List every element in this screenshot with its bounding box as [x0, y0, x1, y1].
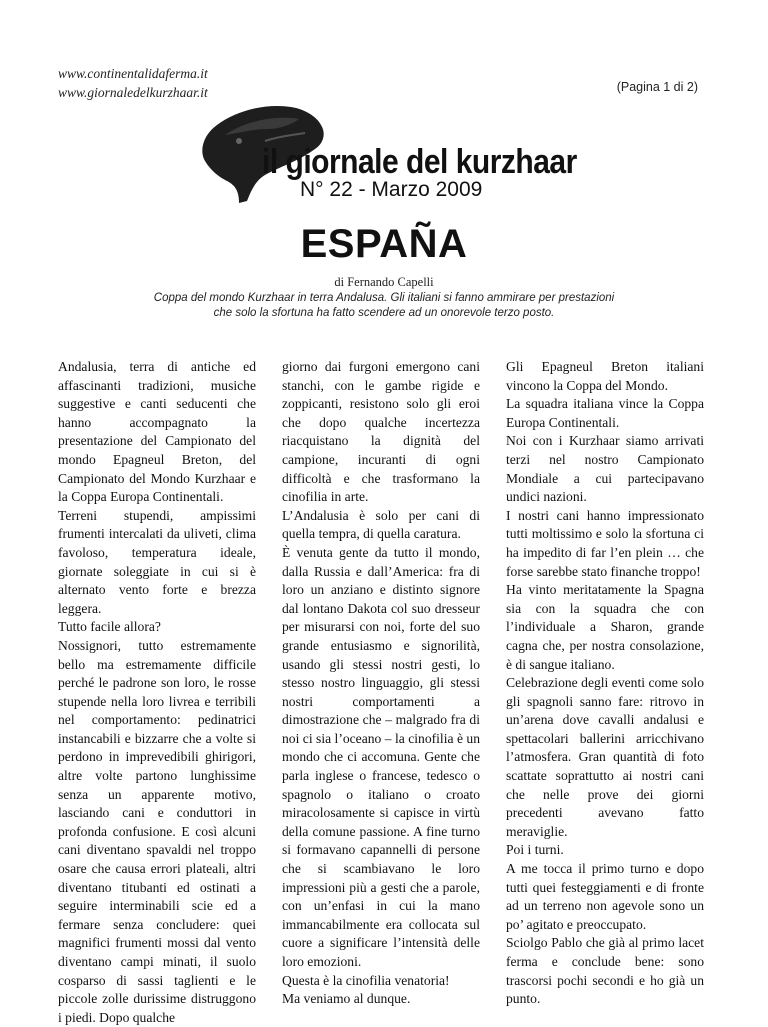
masthead-title: il giornale del kurzhaar [262, 143, 577, 181]
subtitle-line: Coppa del mondo Kurzhaar in terra Andalusa. Gli italiani si fanno ammirare per prestazioni [153, 292, 615, 304]
issue-number: N° 22 - Marzo 2009 [300, 178, 483, 201]
paragraph: Sciolgo Pablo che già al primo lacet ferma e conclude bene: sono trascorsi pochi secondi e ho già un punto. [506, 935, 704, 1007]
page-indicator: (Pagina 1 di 2) [616, 80, 698, 94]
paragraph: Tutto facile allora? [58, 619, 161, 635]
paragraph: Nossignori, tutto estremamente bello ma estremamente difficile perché le padrone son loro, le rosse stupende nella loro livrea e terribili nel comportamento: pedinatrici instancabili e bizzarre che a volte si perdono in imprevedibili ghirigori, altre volte partono lunghissime senza un apparente motivo, lasciando cani e conduttori in profonda confusione. E così alcuni cani diventano spavaldi nel troppo osare che causa errori plateali, altri diventano titubanti ed ostinati a seguire interminabili scie ed a fermare senza concludere: quei magnifici frumenti mossi dal vento diventano campi minati, il suolo cosparso di sassi taglienti e le piccole zolle durissime distruggono i piedi. Dopo qualche [58, 637, 256, 1025]
article-column-1 [58, 358, 256, 1027]
url-giornale[interactable]: www.giornaledelkurzhaar.it [58, 85, 208, 100]
paragraph: Poi i turni. [506, 842, 564, 858]
url-continentali[interactable]: www.continentalidaferma.it [58, 66, 208, 81]
paragraph: L’Andalusia è solo per cani di quella tempra, di quella caratura. [282, 507, 480, 542]
article-column-2 [282, 358, 480, 1009]
paragraph: A me tocca il primo turno e dopo tutti quei festeggiamenti e di fronte ad un terreno non agevole sono un po’ agitato e preoccupato. [506, 861, 704, 932]
paragraph: Noi con i Kurzhaar siamo arrivati terzi nel nostro Campionato Mondiale a cui partecipavano undici nazioni. [506, 433, 704, 505]
paragraph: È venuta gente da tutto il mondo, dalla Russia e dall’America: fra di loro un anziano e distinto signore dal lontano Dakota col suo dresseur per misurarsi con noi, forte del suo grande entusiasmo e signorilità, usando gli stessi nostri gesti, lo stesso nostro linguaggio, gli stessi nostri comportamenti a dimostrazione che – malgrado fra di noi ci sia l’oceano – la cinofilia è un mondo che ci accomuna. Gente che parla inglese o francese, tedesco o spagnolo o italiano o croato miracolosamente si capisce in virtù della comune passione. A fine turno si formavano capannelli di persone che si scambiavano le loro impressioni più a gesti che a parole, con un’enfasi in cui la mano immancabilmente era collocata sul cuore a significare l’intensità delle loro emozioni. [282, 544, 480, 969]
paragraph: Questa è la cinofilia venatoria! [282, 972, 450, 988]
paragraph: giorno dai furgoni emergono cani stanchi, con le gambe rigide e zoppicanti, resistono solo gli eroi che dopo qualche incertezza riacquistano la dignità del campione, incuranti di ogni difficoltà e che trasformano la cinofilia in arte. [282, 359, 480, 505]
paragraph: Ma veniamo al dunque. [282, 991, 411, 1007]
website-urls [58, 64, 208, 102]
article-subtitle [100, 291, 668, 321]
paragraph: Celebrazione degli eventi come solo gli spagnoli sanno fare: ritrovo in un’arena dove cavalli andalusi e spettacolari ballerini arricchivano l’atmosfera. Gran quantità di foto scattate soprattutto ai nostri cani che nelle prove dei giorni precedenti avevano fatto meraviglie. [506, 675, 704, 839]
paragraph: Andalusia, terra di antiche ed affascinanti tradizioni, musiche suggestive e canti seducenti che hanno accompagnato la presentazione del Campionato del mondo Epagneul Breton, del Campionato del Mondo Kurzhaar e la Coppa Europa Continentali. [58, 359, 256, 505]
subtitle-line: che solo la sfortuna ha fatto scendere ad un onorevole terzo posto. [213, 307, 555, 319]
article-headline: ESPAÑA [300, 222, 468, 266]
paragraph: La squadra italiana vince la Coppa Europa Continentali. [506, 396, 704, 430]
paragraph: I nostri cani hanno impressionato tutti moltissimo e solo la sfortuna ci ha impedito di far l’en plein … che forse sarebbe stato finanche troppo! [506, 507, 704, 579]
article-byline: di Fernando Capelli [334, 275, 434, 289]
paragraph: Terreni stupendi, ampissimi frumenti intercalati da uliveti, clima favoloso, temperatura ideale, giornate soleggiate in cui si è alternato vento forte e brezza leggera. [58, 507, 256, 616]
paragraph: Gli Epagneul Breton italiani vincono la Coppa del Mondo. [506, 359, 704, 393]
article-column-3 [506, 358, 704, 1009]
paragraph: Ha vinto meritatamente la Spagna sia con la squadra che con l’individuale a Sharon, grande cagna che, per nostra consolazione, è di sangue italiano. [506, 582, 704, 672]
